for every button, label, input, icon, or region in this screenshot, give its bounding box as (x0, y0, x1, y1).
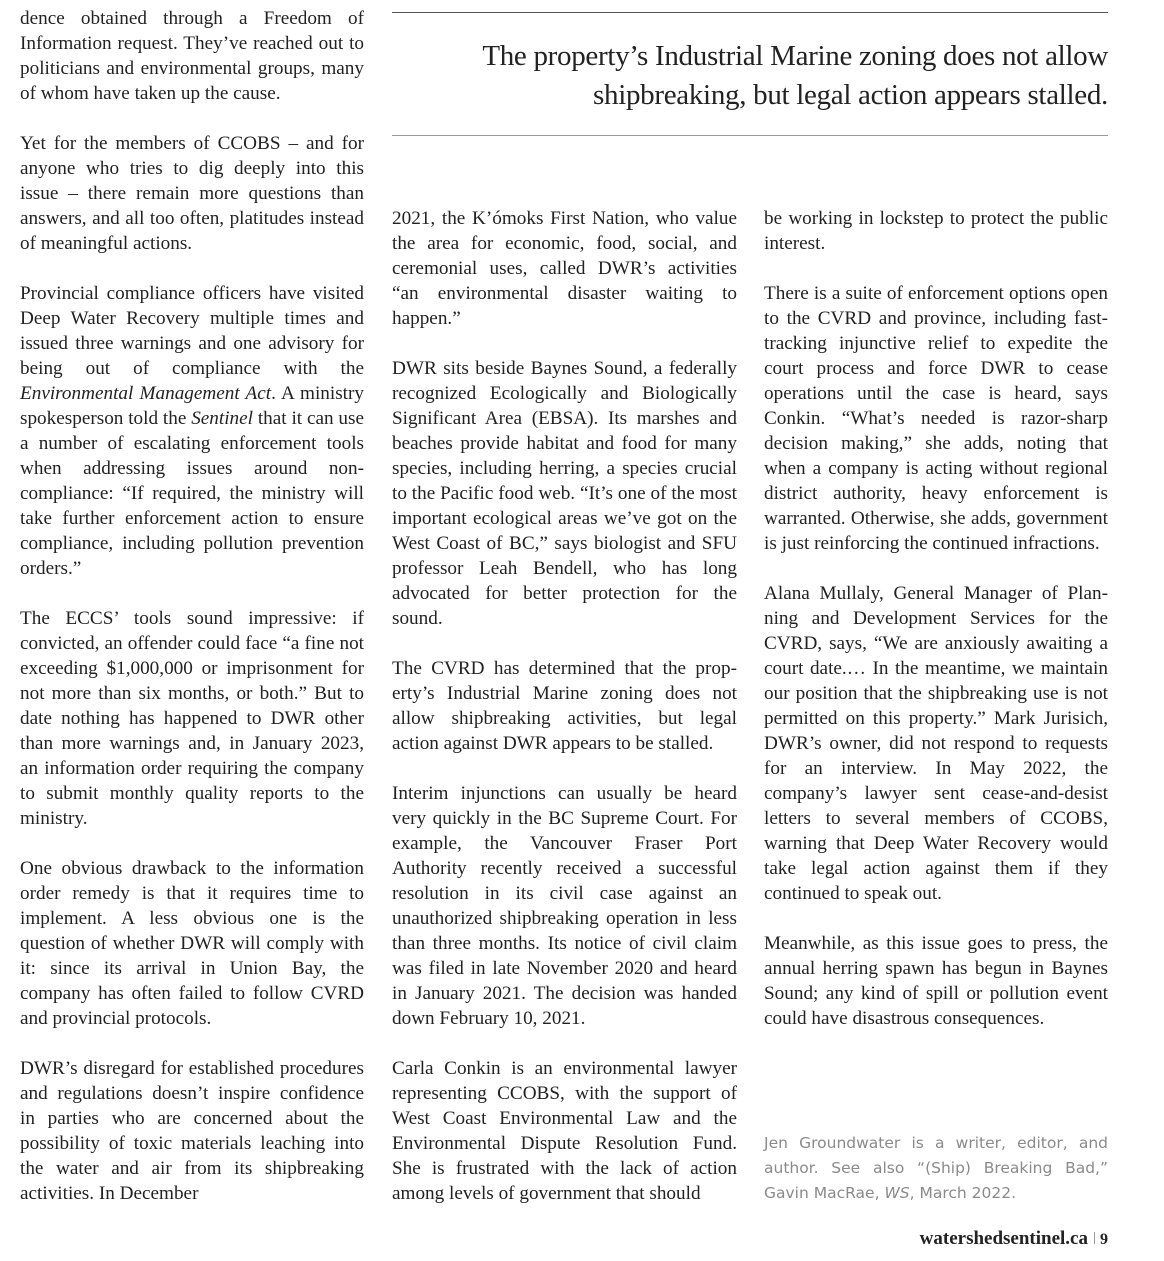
article-column-middle (392, 206, 737, 1206)
paragraph: There is a suite of enforcement options open to the CVRD and province, including fast-tracking injunctive relief to expedite the court process and force DWR to cease operations until the case is heard, says Conkin. “What’s needed is razor-sharp decision making,” she adds, noting that when a company is acting without regional district authority, heavy enforcement is warranted. Otherwise, she adds, government is just reinforcing the continued infractions. (764, 283, 1108, 554)
text-run: that it can use a number of escalating enforcement tools when addressing issues around non-compliance: “If required, the ministry will take further enforcement action to ensure compliance, including pollution prevention orders.” (20, 408, 364, 579)
pull-quote (392, 12, 1108, 136)
publication-abbrev: WS (884, 1184, 910, 1202)
paragraph: dence obtained through a Freedom of Information request. They’ve reached out to politicians and environmental groups, many of whom have taken up the cause. (20, 8, 364, 104)
text-run: . A ministry spokesperson told the (20, 383, 364, 429)
article-column-right (764, 206, 1108, 1031)
paragraph: Interim injunctions can usually be heard very quickly in the BC Supreme Court. For example, the Vancouver Fraser Port Authority recently received a successful resolution in its civil case against an unauthorized shipbreaking operation in less than three months. Its notice of civil claim was filed in late November 2020 and heard in January 2021. The decision was handed down February 10, 2021. (392, 783, 737, 1029)
paragraph (20, 281, 364, 581)
paragraph: Yet for the members of CCOBS – and for anyone who tries to dig deeply into this issue – there remain more questions than answers, and all too often, platitudes instead of meaningful actions. (20, 133, 364, 254)
footer-divider (1094, 1232, 1095, 1244)
paragraph: DWR sits beside Baynes Sound, a federally recognized Ecologically and Biologically Significant Area (EBSA). Its marshes and beaches provide habitat and food for many species, including herring, a species crucial to the Pacific food web. “It’s one of the most important ecological areas we’ve got on the West Coast of BC,” says biologist and SFU professor Leah Bendell, who has long advocated for better protection for the sound. (392, 358, 737, 629)
text-run: , March 2022. (909, 1184, 1017, 1202)
author-bio (764, 1131, 1108, 1206)
paragraph: be working in lockstep to protect the public interest. (764, 208, 1108, 254)
paragraph: Carla Conkin is an environmental lawyer representing CCOBS, with the support of West Coast Environmental Law and the Environmental Dispute Resolution Fund. She is frustrated with the lack of action among levels of government that should (392, 1058, 737, 1204)
pull-quote-line: shipbreaking, but legal action appears stalled. (593, 79, 1108, 111)
text-run: Provincial compliance officers have visited Deep Water Recovery multiple times and issued three warnings and one advisory for being out of compliance with the (20, 283, 364, 379)
paragraph: Meanwhile, as this issue goes to press, the annual herring spawn has begun in Baynes Sound; any kind of spill or pollution event could have disastrous consequences. (764, 933, 1108, 1029)
paragraph: One obvious drawback to the information order remedy is that it requires time to implement. A less obvious one is the question of whether DWR will comply with it: since its arrival in Union Bay, the company has often failed to follow CVRD and provincial protocols. (20, 858, 364, 1029)
pull-quote-text (392, 37, 1108, 115)
paragraph: The ECCS’ tools sound impressive: if convicted, an offender could face “a fine not exceeding $1,000,000 or imprisonment for not more than six months, or both.” But to date nothing has happened to DWR other than more warnings and, in January 2023, an information order requiring the company to submit monthly quality reports to the ministry. (20, 608, 364, 829)
paragraph: The CVRD has determined that the property’s Industrial Marine zoning does not allow shipbreaking activities, but legal action against DWR appears to be stalled. (392, 658, 737, 754)
page-number: 9 (1100, 1231, 1108, 1248)
article-column-left (20, 6, 364, 1206)
site-url[interactable]: watershedsentinel.ca (919, 1228, 1088, 1249)
paragraph: Alana Mullaly, General Manager of Planning and Development Services for the CVRD, says, “We are anxiously awaiting a court date.… In the meantime, we maintain our position that the shipbreaking use is not permitted on this property.” Mark Jurisich, DWR’s owner, did not respond to requests for an interview. In May 2022, the company’s lawyer sent cease-and-desist letters to several members of CCOBS, warning that Deep Water Recovery would take legal action against them if they continued to speak out. (764, 583, 1108, 904)
page-footer (920, 1228, 1108, 1250)
pull-quote-line: The property’s Industrial Marine zoning does not allow (482, 40, 1108, 72)
act-title: Environmental Management Act (20, 383, 272, 404)
paragraph: DWR’s disregard for established procedures and regulations doesn’t inspire confidence in parties who are concerned about the possibility of toxic materials leaching into the water and air from its shipbreaking activities. In December (20, 1058, 364, 1204)
text-run: Jen Groundwater is a writer, editor, and author. See also “(Ship) Breaking Bad,” Gavin MacRae, (764, 1134, 1108, 1202)
publication-name: Sentinel (191, 408, 253, 429)
paragraph: 2021, the K’ómoks First Nation, who value the area for economic, food, social, and ceremonial uses, called DWR’s activities “an environmental disaster waiting to happen.” (392, 208, 737, 329)
